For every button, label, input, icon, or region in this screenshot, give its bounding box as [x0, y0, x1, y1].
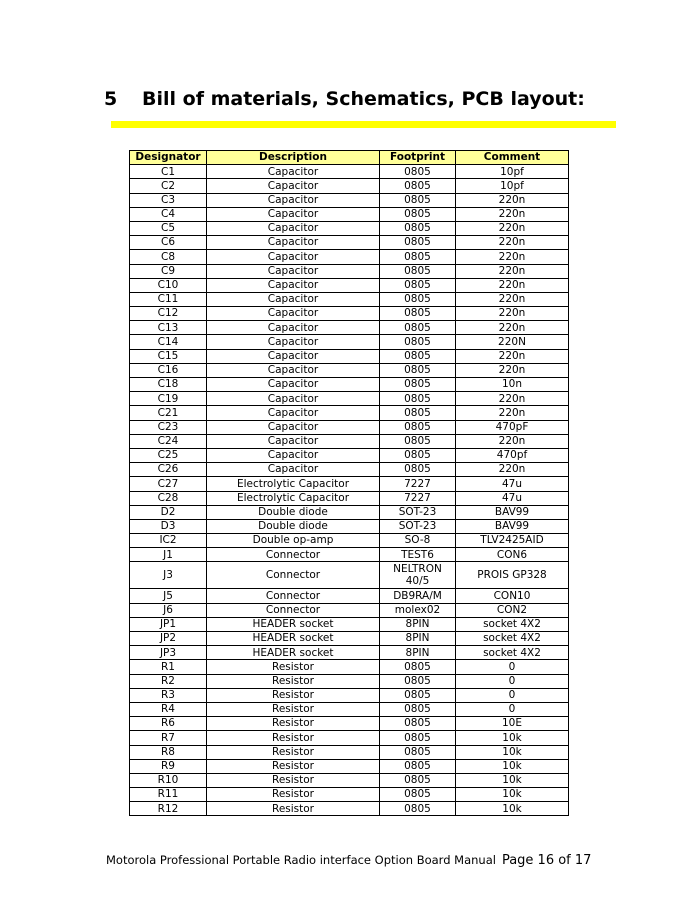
footer-document-title: Motorola Professional Portable Radio interface Option Board Manual	[106, 853, 496, 867]
cell-designator: R8	[130, 745, 207, 759]
cell-designator: IC2	[130, 534, 207, 548]
cell-designator: C26	[130, 463, 207, 477]
cell-description: Electrolytic Capacitor	[207, 477, 380, 491]
cell-designator: JP1	[130, 617, 207, 631]
cell-designator: JP3	[130, 646, 207, 660]
cell-footprint: DB9RA/M	[380, 589, 456, 603]
cell-description: Double diode	[207, 519, 380, 533]
cell-footprint: 0805	[380, 406, 456, 420]
cell-description: Double op-amp	[207, 534, 380, 548]
table-row	[130, 378, 569, 392]
cell-comment: socket 4X2	[456, 646, 569, 660]
section-heading	[104, 88, 644, 110]
cell-comment: CON10	[456, 589, 569, 603]
cell-description: Capacitor	[207, 165, 380, 179]
table-row	[130, 321, 569, 335]
cell-description: Resistor	[207, 802, 380, 816]
cell-footprint: 0805	[380, 335, 456, 349]
table-row	[130, 759, 569, 773]
table-row	[130, 221, 569, 235]
cell-description: Capacitor	[207, 307, 380, 321]
cell-footprint: 0805	[380, 392, 456, 406]
cell-footprint: 0805	[380, 773, 456, 787]
cell-description: Resistor	[207, 660, 380, 674]
table-row	[130, 589, 569, 603]
cell-footprint: 0805	[380, 378, 456, 392]
cell-designator: C25	[130, 448, 207, 462]
table-row	[130, 802, 569, 816]
cell-description: Capacitor	[207, 250, 380, 264]
cell-footprint: 0805	[380, 207, 456, 221]
cell-comment: BAV99	[456, 519, 569, 533]
cell-footprint: 0805	[380, 702, 456, 716]
cell-footprint: SOT-23	[380, 505, 456, 519]
cell-comment: 220n	[456, 250, 569, 264]
cell-footprint: 8PIN	[380, 646, 456, 660]
cell-comment: 220n	[456, 236, 569, 250]
cell-comment: TLV2425AID	[456, 534, 569, 548]
page-footer	[106, 849, 591, 868]
cell-description: Capacitor	[207, 406, 380, 420]
cell-designator: C28	[130, 491, 207, 505]
table-row	[130, 307, 569, 321]
table-row	[130, 179, 569, 193]
cell-comment: 470pF	[456, 420, 569, 434]
cell-comment: CON6	[456, 548, 569, 562]
table-row	[130, 448, 569, 462]
cell-designator: C16	[130, 363, 207, 377]
section-title: Bill of materials, Schematics, PCB layout:	[142, 88, 585, 110]
cell-footprint: 7227	[380, 491, 456, 505]
table-row	[130, 420, 569, 434]
cell-description: Capacitor	[207, 207, 380, 221]
table-row	[130, 660, 569, 674]
table-row	[130, 617, 569, 631]
cell-designator: C21	[130, 406, 207, 420]
table-row	[130, 688, 569, 702]
cell-comment: BAV99	[456, 505, 569, 519]
cell-description: Double diode	[207, 505, 380, 519]
cell-designator: D2	[130, 505, 207, 519]
table-row	[130, 434, 569, 448]
cell-description: Capacitor	[207, 378, 380, 392]
cell-comment: 220n	[456, 264, 569, 278]
cell-description: Connector	[207, 603, 380, 617]
cell-designator: C13	[130, 321, 207, 335]
cell-comment: PROIS GP328	[456, 562, 569, 589]
table-row	[130, 603, 569, 617]
cell-designator: R10	[130, 773, 207, 787]
column-header-description: Description	[207, 151, 380, 165]
cell-footprint: 0805	[380, 321, 456, 335]
table-row	[130, 477, 569, 491]
table-row	[130, 278, 569, 292]
cell-comment: 220n	[456, 406, 569, 420]
cell-footprint: 0805	[380, 250, 456, 264]
table-row	[130, 264, 569, 278]
cell-comment: 0	[456, 702, 569, 716]
cell-description: Capacitor	[207, 179, 380, 193]
cell-footprint: 8PIN	[380, 617, 456, 631]
cell-description: Resistor	[207, 745, 380, 759]
cell-comment: 220n	[456, 321, 569, 335]
cell-description: Capacitor	[207, 236, 380, 250]
cell-description: HEADER socket	[207, 646, 380, 660]
table-row	[130, 632, 569, 646]
cell-description: Capacitor	[207, 193, 380, 207]
cell-designator: J3	[130, 562, 207, 589]
table-row	[130, 349, 569, 363]
cell-comment: 10k	[456, 745, 569, 759]
cell-footprint: 0805	[380, 759, 456, 773]
cell-footprint: 8PIN	[380, 632, 456, 646]
cell-footprint: TEST6	[380, 548, 456, 562]
cell-designator: C18	[130, 378, 207, 392]
cell-description: Resistor	[207, 788, 380, 802]
cell-designator: JP2	[130, 632, 207, 646]
cell-designator: C12	[130, 307, 207, 321]
cell-comment: 10k	[456, 731, 569, 745]
cell-comment: 220n	[456, 207, 569, 221]
cell-description: Capacitor	[207, 448, 380, 462]
table-row	[130, 731, 569, 745]
cell-designator: J6	[130, 603, 207, 617]
cell-designator: J1	[130, 548, 207, 562]
table-row	[130, 534, 569, 548]
cell-description: Resistor	[207, 674, 380, 688]
cell-footprint: 0805	[380, 731, 456, 745]
cell-footprint: 0805	[380, 674, 456, 688]
table-header-row	[130, 151, 569, 165]
cell-footprint: 0805	[380, 420, 456, 434]
cell-description: Resistor	[207, 702, 380, 716]
cell-description: Capacitor	[207, 363, 380, 377]
cell-designator: D3	[130, 519, 207, 533]
cell-description: Resistor	[207, 731, 380, 745]
bom-table-body	[130, 165, 569, 816]
cell-description: Capacitor	[207, 292, 380, 306]
cell-comment: 47u	[456, 491, 569, 505]
table-row	[130, 193, 569, 207]
cell-footprint: 0805	[380, 717, 456, 731]
cell-description: Capacitor	[207, 221, 380, 235]
cell-comment: 10n	[456, 378, 569, 392]
cell-description: HEADER socket	[207, 632, 380, 646]
cell-comment: 10pf	[456, 165, 569, 179]
cell-comment: 10E	[456, 717, 569, 731]
table-row	[130, 250, 569, 264]
cell-designator: C15	[130, 349, 207, 363]
cell-designator: R4	[130, 702, 207, 716]
cell-footprint: 0805	[380, 165, 456, 179]
cell-designator: C10	[130, 278, 207, 292]
cell-footprint: 0805	[380, 292, 456, 306]
cell-designator: R6	[130, 717, 207, 731]
cell-comment: 220N	[456, 335, 569, 349]
column-header-footprint: Footprint	[380, 151, 456, 165]
cell-designator: C2	[130, 179, 207, 193]
cell-description: Capacitor	[207, 264, 380, 278]
cell-comment: 10k	[456, 773, 569, 787]
cell-description: Capacitor	[207, 420, 380, 434]
cell-comment: socket 4X2	[456, 617, 569, 631]
cell-comment: 220n	[456, 307, 569, 321]
cell-designator: C9	[130, 264, 207, 278]
table-row	[130, 717, 569, 731]
cell-comment: 220n	[456, 349, 569, 363]
cell-footprint: molex02	[380, 603, 456, 617]
cell-footprint: 0805	[380, 221, 456, 235]
cell-footprint: 0805	[380, 193, 456, 207]
cell-description: Capacitor	[207, 463, 380, 477]
table-row	[130, 646, 569, 660]
cell-designator: C27	[130, 477, 207, 491]
cell-comment: 220n	[456, 463, 569, 477]
cell-footprint: 0805	[380, 363, 456, 377]
cell-description: Capacitor	[207, 349, 380, 363]
cell-designator: C23	[130, 420, 207, 434]
cell-description: Connector	[207, 562, 380, 589]
cell-comment: 10k	[456, 788, 569, 802]
cell-description: Capacitor	[207, 278, 380, 292]
cell-description: Electrolytic Capacitor	[207, 491, 380, 505]
cell-description: Connector	[207, 589, 380, 603]
table-row	[130, 491, 569, 505]
cell-comment: 0	[456, 674, 569, 688]
cell-footprint: 0805	[380, 264, 456, 278]
table-row	[130, 406, 569, 420]
cell-description: Capacitor	[207, 392, 380, 406]
cell-comment: 10k	[456, 759, 569, 773]
cell-footprint: 0805	[380, 802, 456, 816]
heading-underline	[111, 121, 616, 128]
cell-footprint: 0805	[380, 463, 456, 477]
cell-comment: 47u	[456, 477, 569, 491]
cell-description: HEADER socket	[207, 617, 380, 631]
cell-description: Capacitor	[207, 335, 380, 349]
cell-designator: R1	[130, 660, 207, 674]
table-row	[130, 292, 569, 306]
table-row	[130, 519, 569, 533]
cell-designator: C4	[130, 207, 207, 221]
bom-table	[129, 150, 569, 816]
cell-comment: 220n	[456, 278, 569, 292]
table-row	[130, 773, 569, 787]
cell-footprint: 0805	[380, 448, 456, 462]
table-row	[130, 463, 569, 477]
cell-comment: 10pf	[456, 179, 569, 193]
cell-comment: 0	[456, 688, 569, 702]
table-row	[130, 702, 569, 716]
cell-comment: 220n	[456, 193, 569, 207]
column-header-comment: Comment	[456, 151, 569, 165]
table-row	[130, 207, 569, 221]
cell-footprint: 0805	[380, 688, 456, 702]
cell-footprint: 0805	[380, 307, 456, 321]
cell-description: Capacitor	[207, 434, 380, 448]
column-header-designator: Designator	[130, 151, 207, 165]
cell-designator: R3	[130, 688, 207, 702]
section-number: 5	[104, 88, 118, 110]
table-row	[130, 335, 569, 349]
cell-designator: J5	[130, 589, 207, 603]
cell-description: Resistor	[207, 773, 380, 787]
cell-footprint: 0805	[380, 349, 456, 363]
cell-comment: CON2	[456, 603, 569, 617]
cell-comment: socket 4X2	[456, 632, 569, 646]
cell-footprint: 0805	[380, 179, 456, 193]
table-row	[130, 745, 569, 759]
cell-designator: C19	[130, 392, 207, 406]
cell-comment: 220n	[456, 221, 569, 235]
cell-description: Resistor	[207, 759, 380, 773]
table-row	[130, 363, 569, 377]
cell-designator: C5	[130, 221, 207, 235]
table-row	[130, 548, 569, 562]
cell-footprint: 7227	[380, 477, 456, 491]
cell-designator: R11	[130, 788, 207, 802]
cell-designator: R7	[130, 731, 207, 745]
cell-designator: C11	[130, 292, 207, 306]
cell-designator: R2	[130, 674, 207, 688]
cell-designator: C3	[130, 193, 207, 207]
table-row	[130, 562, 569, 589]
cell-designator: R9	[130, 759, 207, 773]
table-row	[130, 674, 569, 688]
cell-footprint: 0805	[380, 236, 456, 250]
cell-comment: 220n	[456, 292, 569, 306]
cell-footprint: 0805	[380, 660, 456, 674]
footer-page-number: Page 16 of 17	[501, 853, 592, 868]
cell-description: Capacitor	[207, 321, 380, 335]
cell-footprint: 0805	[380, 745, 456, 759]
cell-comment: 220n	[456, 392, 569, 406]
table-row	[130, 165, 569, 179]
cell-description: Connector	[207, 548, 380, 562]
cell-comment: 10k	[456, 802, 569, 816]
cell-designator: C24	[130, 434, 207, 448]
cell-designator: C6	[130, 236, 207, 250]
cell-description: Resistor	[207, 688, 380, 702]
cell-comment: 470pf	[456, 448, 569, 462]
table-row	[130, 505, 569, 519]
cell-comment: 220n	[456, 363, 569, 377]
cell-comment: 220n	[456, 434, 569, 448]
cell-designator: C1	[130, 165, 207, 179]
cell-footprint: SO-8	[380, 534, 456, 548]
cell-footprint: 0805	[380, 434, 456, 448]
cell-comment: 0	[456, 660, 569, 674]
cell-footprint: SOT-23	[380, 519, 456, 533]
cell-designator: C8	[130, 250, 207, 264]
cell-footprint: 0805	[380, 788, 456, 802]
cell-description: Resistor	[207, 717, 380, 731]
cell-designator: R12	[130, 802, 207, 816]
cell-footprint: 0805	[380, 278, 456, 292]
table-row	[130, 392, 569, 406]
table-row	[130, 788, 569, 802]
cell-footprint: NELTRON 40/5	[380, 562, 456, 589]
cell-designator: C14	[130, 335, 207, 349]
table-row	[130, 236, 569, 250]
